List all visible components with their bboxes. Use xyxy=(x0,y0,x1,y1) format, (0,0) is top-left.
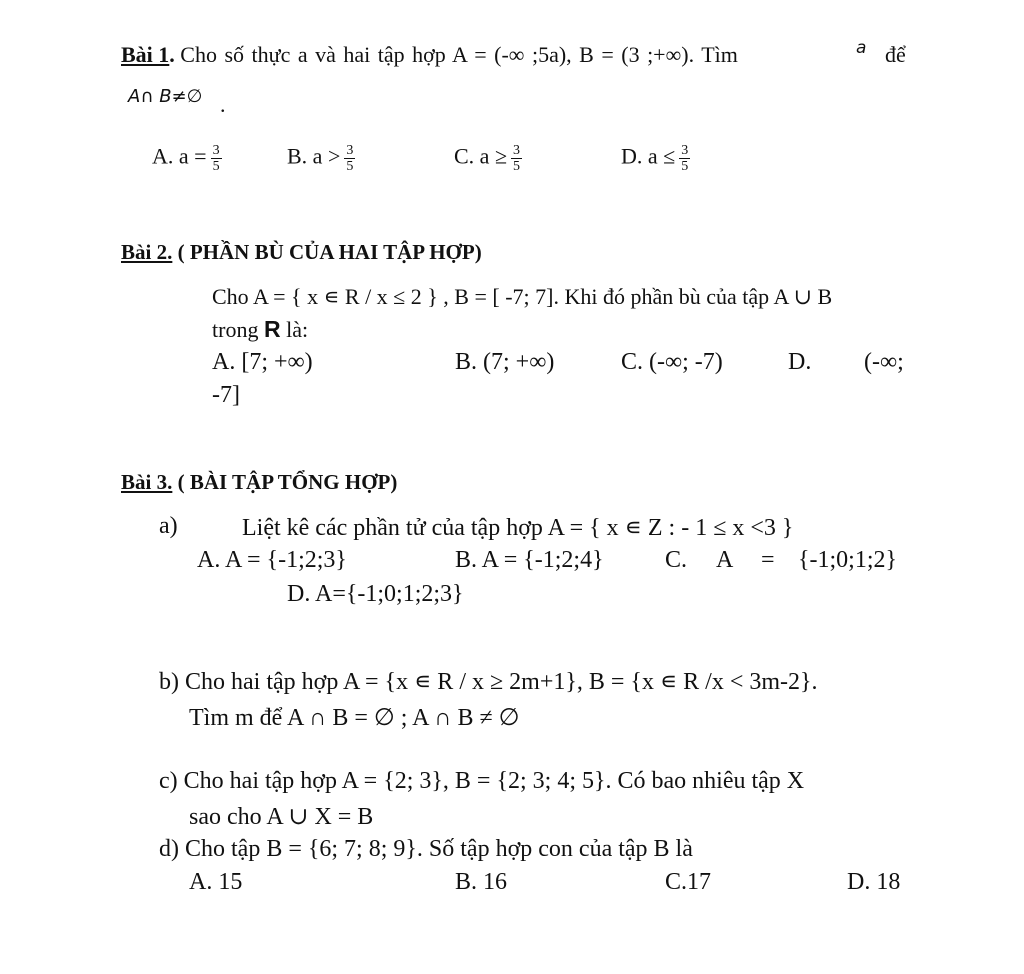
bai1-option-b[interactable] xyxy=(287,143,355,174)
fraction: $\frac{3}{5}$ xyxy=(513,143,521,174)
bai2-label: Bài 2. xyxy=(121,240,173,264)
bai2-option-c[interactable]: C. (-∞; -7) xyxy=(621,349,723,375)
bai1-option-d-text: D. a ≤ xyxy=(621,143,676,169)
bai1-text: Cho số thực a và hai tập hợp A = (-∞ ;5a), B = (3 ;+∞). Tìm xyxy=(180,42,738,67)
bai2-option-d-label[interactable]: D. xyxy=(788,349,812,375)
bai3-b-tag: b) xyxy=(159,669,179,695)
bai3-d-line xyxy=(159,836,693,863)
bai2-option-a[interactable]: A. [7; +∞) xyxy=(212,349,313,375)
bai3-heading xyxy=(121,470,397,495)
bai3-c-line2: sao cho A ∪ X = B xyxy=(189,804,374,830)
bai3-a-text: Liệt kê các phần tử của tập hợp A = { x ∊ Z : - 1 ≤ x <3 } xyxy=(242,515,794,541)
bai1-period: . xyxy=(220,92,226,117)
bai3-d-option-c[interactable]: C.17 xyxy=(665,869,712,895)
bai1-label-dot: . xyxy=(169,42,175,67)
bai3-a-option-d[interactable]: D. A={-1;0;1;2;3} xyxy=(287,581,464,607)
bai2-option-d-value[interactable]: (-∞; xyxy=(864,349,904,375)
bai3-d-text: Cho tập B = {6; 7; 8; 9}. Số tập hợp con của tập B là xyxy=(185,836,693,862)
bai3-b-line1 xyxy=(159,667,818,696)
bai3-a-option-c-value: {-1;0;1;2} xyxy=(798,547,898,573)
bai1-option-a[interactable] xyxy=(152,143,222,174)
bai2-option-b[interactable]: B. (7; +∞) xyxy=(455,349,555,375)
bai3-a-option-c-label[interactable]: C. xyxy=(665,547,688,573)
bai3-a-tag: a) xyxy=(159,513,178,539)
bai2-heading xyxy=(121,240,482,265)
fraction: $\frac{3}{5}$ xyxy=(346,143,354,174)
bai1-option-d[interactable] xyxy=(621,143,690,174)
bai2-option-d-wrap: -7] xyxy=(212,382,240,408)
bai3-b-line2: Tìm m để A ∩ B = ∅ ; A ∩ B ≠ ∅ xyxy=(189,705,520,731)
fraction: $\frac{3}{5}$ xyxy=(681,143,689,174)
bai3-a-option-a[interactable]: A. A = {-1;2;3} xyxy=(197,547,347,573)
bai2-line2-post: là: xyxy=(280,317,309,342)
bai1-option-b-text: B. a > xyxy=(287,143,341,169)
bai3-b-text: Cho hai tập hợp A = {x ∊ R / x ≥ 2m+1}, B = {x ∊ R /x < 3m-2}. xyxy=(185,669,818,695)
bai1-option-c-text: C. a ≥ xyxy=(454,143,508,169)
fraction: $\frac{3}{5}$ xyxy=(212,143,220,174)
real-set-symbol: R xyxy=(263,316,281,342)
bai3-a-option-b[interactable]: B. A = {-1;2;4} xyxy=(455,547,604,573)
bai1-tail: để xyxy=(885,42,906,67)
bai3-title: ( BÀI TẬP TỔNG HỢP) xyxy=(172,470,398,494)
bai3-d-option-b[interactable]: B. 16 xyxy=(455,869,508,895)
bai3-c-text: Cho hai tập hợp A = {2; 3}, B = {2; 3; 4; 5}. Có bao nhiêu tập X xyxy=(183,768,805,794)
bai3-c-line1 xyxy=(159,768,804,795)
bai2-line2-pre: trong xyxy=(212,317,264,342)
bai1-label: Bài 1 xyxy=(121,42,170,67)
bai2-line1: Cho A = { x ∊ R / x ≤ 2 } , B = [ -7; 7]. Khi đó phần bù của tập A ∪ B xyxy=(212,284,833,309)
bai2-line2 xyxy=(212,316,308,343)
bai3-label: Bài 3. xyxy=(121,470,173,494)
bai3-c-tag: c) xyxy=(159,768,178,794)
bai1-option-c[interactable] xyxy=(454,143,522,174)
bai3-a-option-c-A: A xyxy=(716,547,734,573)
bai3-d-option-d[interactable]: D. 18 xyxy=(847,869,901,895)
bai3-a-option-c-eq: = xyxy=(761,547,775,573)
bai3-d-option-a[interactable]: A. 15 xyxy=(189,869,243,895)
bai1-question xyxy=(121,42,738,68)
bai2-title: ( PHẦN BÙ CỦA HAI TẬP HỢP) xyxy=(172,240,482,264)
bai3-d-tag: d) xyxy=(159,836,179,862)
bai1-var-a: a xyxy=(856,38,867,58)
bai1-condition: A∩ B≠∅ xyxy=(128,86,203,107)
bai1-option-a-text: A. a = xyxy=(152,143,207,169)
